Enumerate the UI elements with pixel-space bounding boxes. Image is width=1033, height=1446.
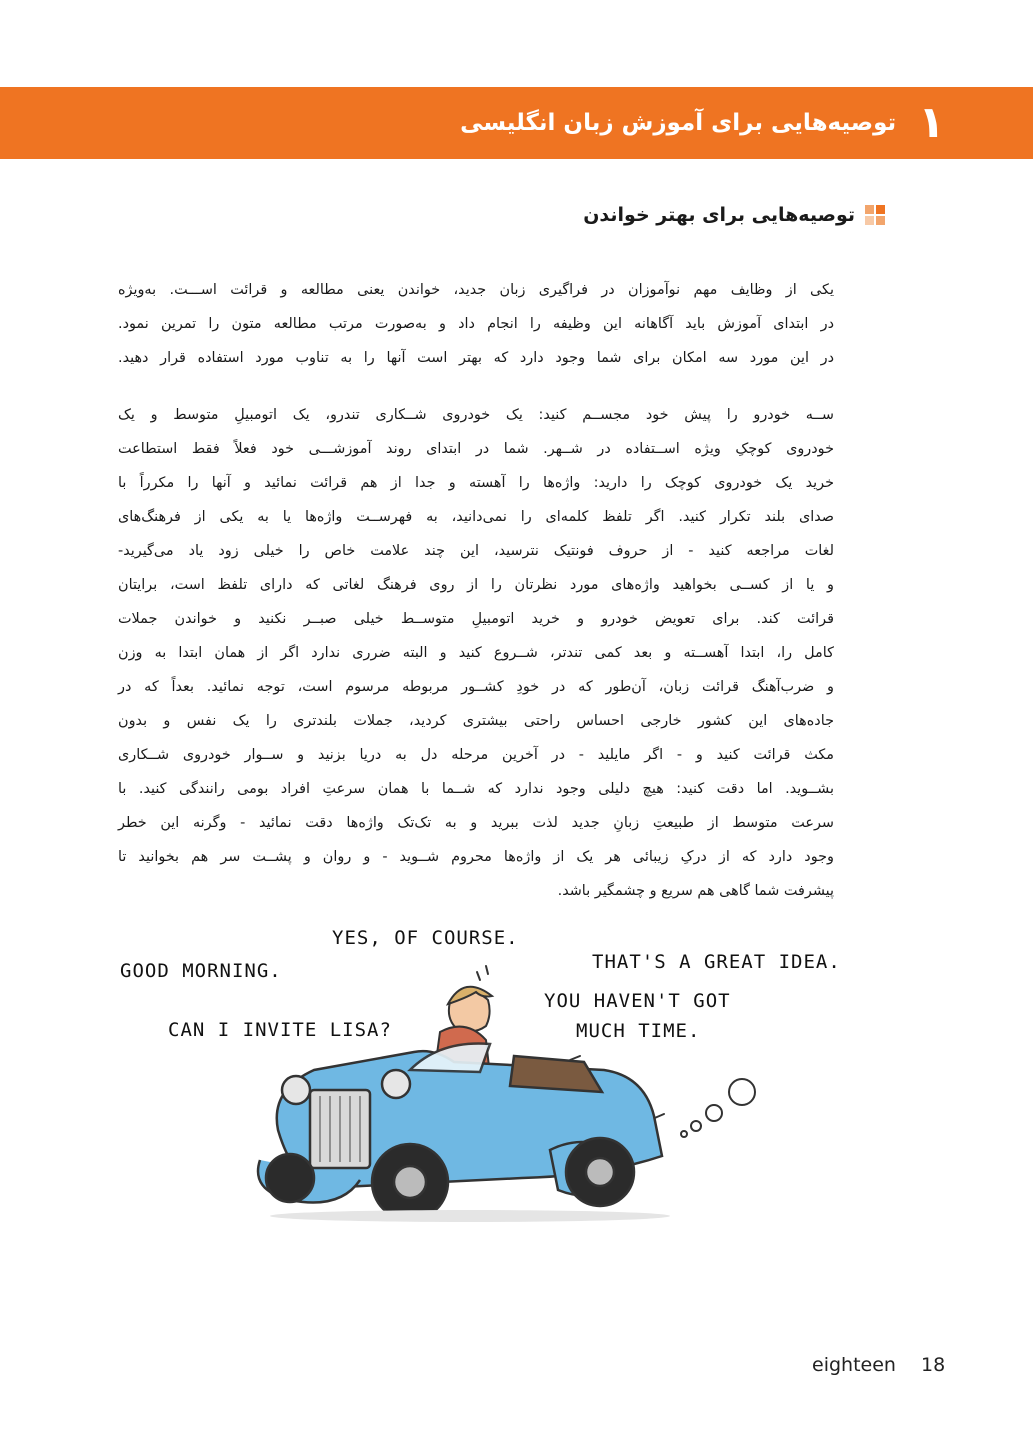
orange-squares-icon bbox=[865, 205, 885, 225]
text-line: مکث قرائت کنید و - اگر مایلید - در آخرین مرحله دل به دریا بزنید و ســوار خودروی شــکاری bbox=[118, 747, 834, 763]
text-line: پیشرفت شما گاهی هم سریع و چشمگیر باشد. bbox=[557, 883, 834, 899]
section-title: توصیه‌هایی برای بهتر خواندن bbox=[583, 204, 855, 226]
caption-yes-of-course: YES, OF COURSE. bbox=[332, 927, 519, 949]
chapter-header-bar bbox=[0, 87, 1033, 159]
text-line: یکی از وظایف مهم نوآموزان در فراگیری زبان جدید، خواندن یعنی مطالعه و قرائت اســـت. به‌ویژه bbox=[118, 282, 834, 298]
chapter-number: ۱ bbox=[918, 97, 945, 148]
page-number: 18 bbox=[921, 1354, 946, 1376]
text-line: خرید یک خودروی کوچک را دارید: واژه‌ها را آهسته و جدا از هم قرائت نمائید و آنها را مکرراً با bbox=[118, 475, 834, 491]
paragraph-intro bbox=[118, 273, 834, 375]
text-line: لغات مراجعه کنید - از حروف فونتیک نترسید، این چند علامت خاص را خیلی زود یاد می‌گیرید- bbox=[118, 543, 834, 559]
caption-havent-got: YOU HAVEN'T GOT bbox=[544, 990, 731, 1012]
caption-much-time: MUCH TIME. bbox=[576, 1020, 701, 1042]
text-line: و ضرب‌آهنگ قرائت زبان، آن‌طور که در خودِ کشــور مربوطه مرسوم است، توجه نمائید. بعداً که در bbox=[118, 679, 834, 695]
text-line: در ابتدای آموزش باید آگاهانه این وظیفه را انجام داد و به‌صورت مرتب مطالعه متون را تمرین نمود. bbox=[118, 316, 834, 332]
caption-invite-lisa: CAN I INVITE LISA? bbox=[168, 1019, 392, 1041]
text-line: در این مورد سه امکان برای شما وجود دارد که بهتر است آنها را به تناوب مورد استفاده قرار دهید. bbox=[118, 350, 834, 366]
text-line: خودروی کوچکِ ویژه اســتفاده در شــهر. شما در ابتدای روند آموزشـــی خود فعلاً فقط استطاعت bbox=[118, 441, 834, 457]
text-line: کامل را، ابتدا آهســته و بعد کمی تندتر، شــروع کنید و البته ضرری ندارد اگر از همان ابتدا به وزن bbox=[118, 645, 834, 661]
text-line: بشــوید. اما دقت کنید: هیچ دلیلی وجود ندارد که شــما با همان سرعتِ افراد بومی رانندگی کنید. با bbox=[118, 781, 834, 797]
text-line: وجود دارد که از درکِ زیبائی هر یک از واژه‌ها محروم شــوید - و روان و پشــت سر هم بخوانید تا bbox=[118, 849, 834, 865]
caption-good-morning: GOOD MORNING. bbox=[120, 960, 282, 982]
car-cartoon-illustration bbox=[110, 920, 860, 1230]
paragraph-cars bbox=[118, 398, 834, 908]
text-line: قرائت کند. برای تعویض خودرو و خرید اتومبیلِ متوســط خیلی صبــر نکنید و خواندن جملات bbox=[118, 611, 834, 627]
text-line: جاده‌های این کشور خارجی احساس راحتی بیشتری کردید، جملات بلندتری را یک نفس و بدون bbox=[118, 713, 834, 729]
section-heading bbox=[583, 204, 885, 226]
text-line: و یا از کســی بخواهید واژه‌های مورد نظرتان را از روی فرهنگ لغاتی که دارای تلفظ است، برایتان bbox=[118, 577, 834, 593]
caption-great-idea: THAT'S A GREAT IDEA. bbox=[592, 951, 841, 973]
text-line: سرعت متوسط از طبیعتِ زبانِ جدید لذت ببرید و به تک‌تک واژه‌ها دقت نمائید - وگرنه این خطر bbox=[118, 815, 834, 831]
page-number-word: eighteen bbox=[812, 1354, 896, 1376]
text-line: ســه خودرو را پیش خود مجســم کنید: یک خودروی شــکاری تندرو، یک اتومبیلِ متوسط و یک bbox=[118, 407, 834, 423]
text-line: صدای بلند تکرار کنید. اگر تلفظ کلمه‌ای را نمی‌دانید، به فهرســت واژه‌ها یا به یکی از فرهنگ‌های bbox=[118, 509, 834, 525]
chapter-title: توصیه‌هایی برای آموزش زبان انگلیسی bbox=[460, 110, 897, 136]
